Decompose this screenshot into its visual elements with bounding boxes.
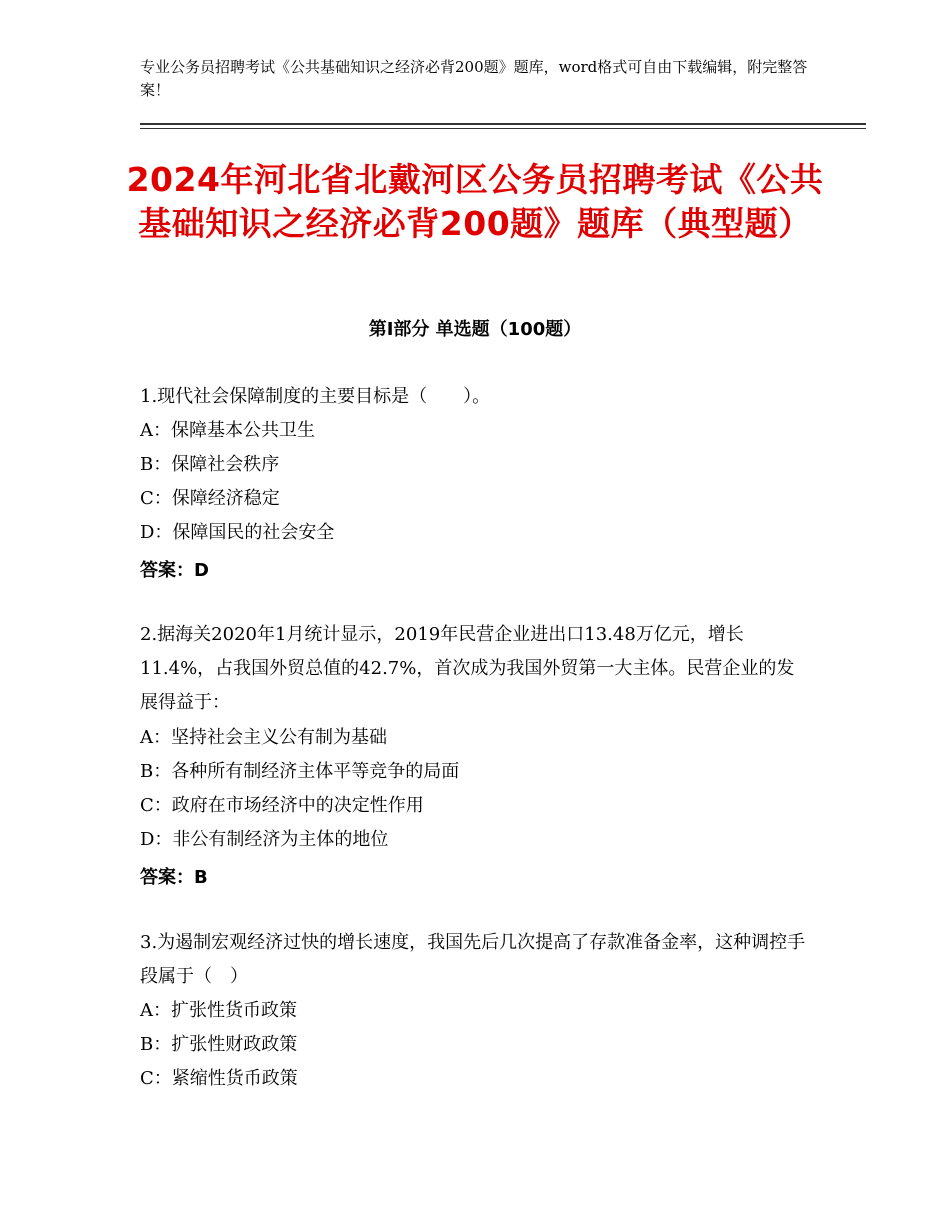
question-1-answer: 答案：D	[140, 560, 209, 581]
section-heading: 第Ⅰ部分 单选题（100题）	[368, 319, 582, 340]
question-3-option-b: B：扩张性财政政策	[140, 1034, 298, 1055]
question-1-text: 1.现代社会保障制度的主要目标是（ ）。	[140, 386, 491, 407]
question-2-option-d: D：非公有制经济为主体的地位	[140, 829, 389, 850]
question-2-option-b: B：各种所有制经济主体平等竞争的局面	[140, 761, 460, 782]
question-3-text: 3.为遏制宏观经济过快的增长速度，我国先后几次提高了存款准备金率，这种调控手段属于（ ）	[140, 932, 806, 987]
question-1-option-c: C：保障经济稳定	[140, 488, 280, 509]
header-divider-thin	[140, 128, 866, 129]
question-2-option-a: A：坚持社会主义公有制为基础	[140, 727, 387, 748]
header-divider-thick	[140, 123, 866, 125]
question-3-option-a: A：扩张性货币政策	[140, 1000, 297, 1021]
question-3-option-c: C：紧缩性货币政策	[140, 1068, 298, 1089]
header-note: 专业公务员招聘考试《公共基础知识之经济必背200题》题库，word格式可自由下载编辑，附完整答案！	[140, 58, 808, 99]
question-2-option-c: C：政府在市场经济中的决定性作用	[140, 795, 424, 816]
question-2-text: 2.据海关2020年1月统计显示，2019年民营企业进出口13.48万亿元，增长11.4%，占我国外贸总值的42.7%，首次成为我国外贸第一大主体。民营企业的发展得益于：	[140, 624, 795, 713]
question-1-option-a: A：保障基本公共卫生	[140, 420, 315, 441]
question-1-option-b: B：保障社会秩序	[140, 454, 280, 475]
document-title: 2024年河北省北戴河区公务员招聘考试《公共基础知识之经济必背200题》题库（典型题）	[126, 160, 824, 243]
question-1-option-d: D：保障国民的社会安全	[140, 522, 335, 543]
question-2-answer: 答案：B	[140, 867, 208, 888]
